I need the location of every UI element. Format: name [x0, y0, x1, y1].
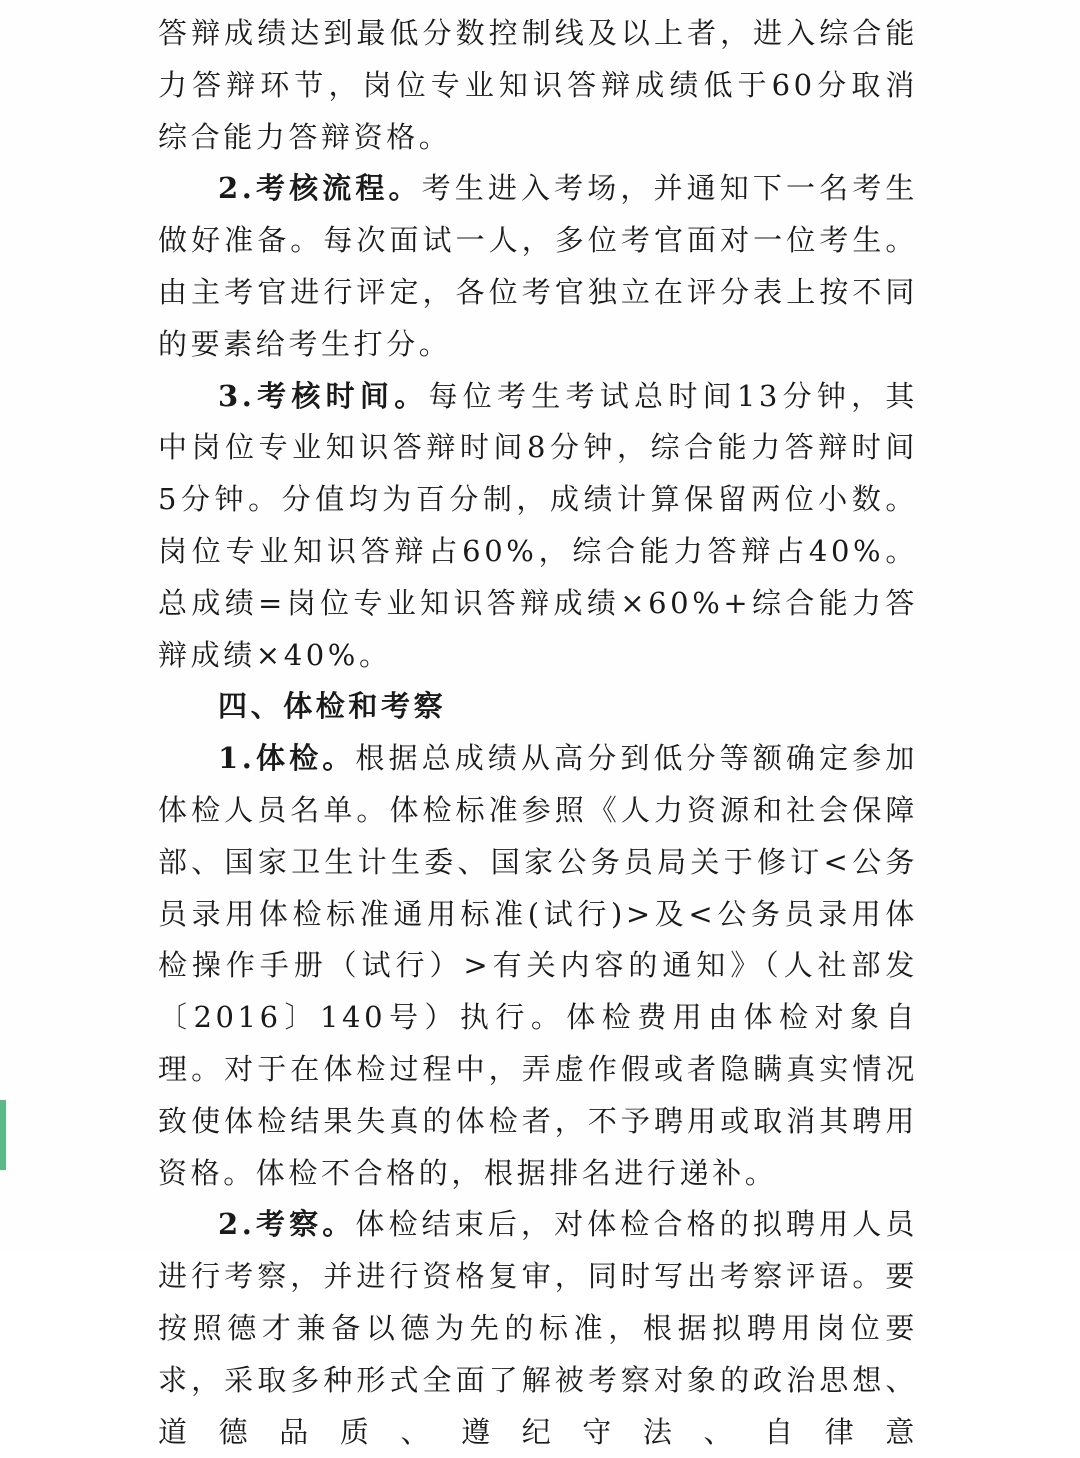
text-investigation: 体检结束后，对体检合格的拟聘用人员进行考察，并进行资格复审，同时写出考察评语。要按照德才兼备以德为先的标准，根据拟聘用岗位要求，采取多种形式全面了解被考察对象的政治思想、道德品质、遵纪守法、自律意: [158, 1207, 919, 1449]
paragraph-qualification-text: 答辩成绩达到最低分数控制线及以上者，进入综合能力答辩环节，岗位专业知识答辩成绩低于60分取消综合能力答辩资格。: [158, 16, 918, 154]
document-body: [158, 8, 918, 1458]
paragraph-assessment-time: [158, 371, 918, 682]
label-investigation: 2.考察。: [218, 1207, 356, 1242]
text-medical-exam: 根据总成绩从高分到低分等额确定参加体检人员名单。体检标准参照《人力资源和社会保障部、国家卫生计生委、国家公务员局关于修订<公务员录用体检标准通用标准(试行)>及<公务员录用体检操作手册（试行）>有关内容的通知》（人社部发〔2016〕140号）执行。体检费用由体检对象自理。对于在体检过程中，弄虚作假或者隐瞒真实情况致使体检结果失真的体检者，不予聘用或取消其聘用资格。体检不合格的，根据排名进行递补。: [158, 741, 919, 1190]
text-assessment-time: 每位考生考试总时间13分钟，其中岗位专业知识答辩时间8分钟，综合能力答辩时间5分钟。分值均为百分制，成绩计算保留两位小数。岗位专业知识答辩占60%，综合能力答辩占40%。总成绩=岗位专业知识答辩成绩×60%+综合能力答辩成绩×40%。: [158, 378, 918, 672]
paragraph-investigation: [158, 1199, 918, 1458]
paragraph-assessment-process: [158, 163, 918, 370]
label-assessment-time: 3.考核时间。: [218, 378, 429, 413]
paragraph-qualification: [158, 8, 918, 163]
edge-color-mark: [0, 1100, 6, 1170]
label-medical-exam: 1.体检。: [218, 741, 356, 776]
label-assessment-process: 2.考核流程。: [218, 171, 422, 206]
section-heading-medical-investigation: 四、体检和考察: [218, 689, 447, 724]
paragraph-medical-exam: [158, 733, 918, 1199]
text-assessment-process: 考生进入考场，并通知下一名考生做好准备。每次面试一人，多位考官面对一位考生。由主考官进行评定，各位考官独立在评分表上按不同的要素给考生打分。: [158, 171, 918, 361]
